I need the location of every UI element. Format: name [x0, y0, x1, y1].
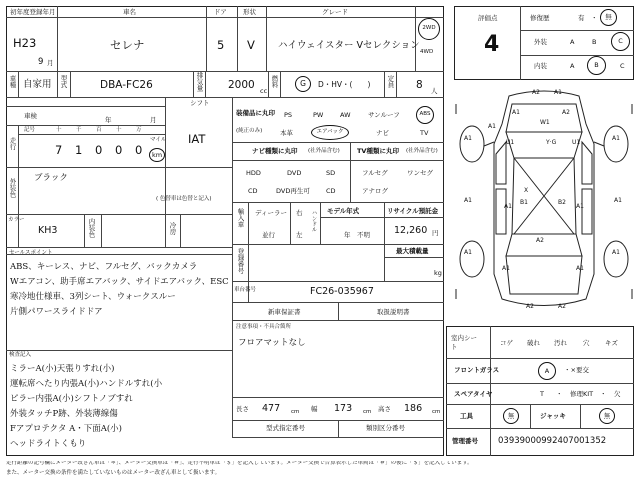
fuel-g-selected: G: [295, 76, 311, 92]
navi-sd: SD: [326, 169, 336, 177]
shift-value: IAT: [188, 132, 206, 146]
damage-mark: A1: [464, 249, 472, 256]
fuel-options: D・HV・( ): [318, 80, 371, 89]
interior-grade-label: 内装: [534, 62, 547, 70]
model-value: DBA-FC26: [100, 79, 153, 91]
shaken-year-unit: 年: [105, 116, 112, 124]
recycle-label: リサイクル預託金: [387, 207, 439, 215]
import-label: 輸入車: [236, 208, 245, 228]
reg-month-unit: 月: [47, 59, 54, 67]
repair-option-yes: 有: [578, 14, 585, 22]
car-name-value: セレナ: [110, 38, 145, 52]
width-unit: cm: [363, 409, 372, 415]
equip-navi: ナビ: [376, 129, 389, 137]
equip-tv: TV: [420, 129, 429, 137]
front-glass-label: フロントガラス: [454, 366, 500, 374]
door-value: 5: [217, 38, 225, 52]
damage-mark: B1: [520, 199, 528, 206]
jack-none-selected: 無: [599, 408, 615, 424]
sales-line-4: 片側パワースライドドア: [10, 307, 103, 317]
model-cert-label: 型式指定番号: [266, 424, 305, 432]
length-unit: cm: [291, 409, 300, 415]
damage-mark: W1: [540, 119, 550, 126]
sales-line-3: 寒冷地仕様車、3列シート、ウォークスルー: [10, 292, 176, 302]
inspector-line-5: Fアプロテクタ A・下面A(小): [10, 424, 122, 434]
exterior-grade-label: 外装: [534, 38, 547, 46]
shaken-month-unit: 月: [150, 116, 157, 124]
color-code-label: カラー: [8, 217, 25, 223]
car-damage-map: [454, 84, 634, 320]
exterior-color-value: ブラック: [34, 173, 68, 183]
car-outline-diagram: [454, 84, 634, 320]
import-dealer: ディーラー: [255, 209, 287, 217]
grade-value: ハイウェイスター Vセレクション: [278, 40, 420, 51]
equip-leather: 本革: [280, 129, 293, 137]
score-label: 評価点: [478, 14, 498, 22]
sales-line-2: Wエアコン、助手席エアバック、サイドエアバック、ESC: [10, 277, 229, 287]
digit-header: 百: [96, 127, 102, 133]
sales-point-label: セールスポイント: [9, 250, 53, 256]
inspector-label: 検査記入: [9, 352, 32, 358]
equip-aw: AW: [340, 111, 351, 119]
seat-scratch: キズ: [605, 339, 618, 347]
equip-ps: PS: [284, 111, 293, 119]
front-glass-a-selected: A: [538, 362, 556, 380]
interior-color-label: 内装色: [87, 218, 96, 238]
capacity-label: 定員: [386, 75, 395, 88]
equip-sunroof: サンルーフ: [368, 111, 400, 119]
mileage-digit: 0: [95, 143, 103, 157]
digit-header: 万: [136, 127, 142, 133]
equipment-label: 装備品に丸印: [236, 109, 275, 117]
navi-type-label: ナビ種類に丸印: [252, 147, 298, 155]
tools-label: 工具: [460, 412, 473, 420]
max-load-label: 最大積載量: [396, 247, 429, 255]
height-label: 高さ: [378, 405, 391, 413]
navi-dvd: DVD: [287, 169, 302, 177]
damage-mark: U1: [572, 139, 581, 146]
navi-hdd: HDD: [246, 169, 261, 177]
spare-tire-label: スペアタイヤ: [454, 390, 493, 398]
inspector-line-4: 外装タッチP跡、外装薄線傷: [10, 409, 118, 419]
mile-option: マイル: [150, 137, 167, 143]
width-label: 幅: [311, 405, 318, 413]
shape-value: V: [247, 38, 255, 52]
seat-label: 室内シート: [451, 334, 477, 352]
damage-mark: A1: [554, 89, 562, 96]
seat-hole: 穴: [583, 339, 590, 347]
new-car-warranty-label: 新車保証書: [268, 308, 301, 316]
capacity-value: 8: [416, 79, 423, 91]
displacement-label: 排気量: [195, 72, 204, 92]
mileage-digit: 7: [55, 143, 63, 157]
damage-mark: A2: [562, 109, 570, 116]
seat-stain: 汚れ: [554, 339, 567, 347]
digit-header: 記号: [24, 127, 36, 133]
shift-label: シフト: [190, 99, 210, 107]
grade-label: グレード: [322, 8, 348, 16]
mgmt-number-value: 03939000992407001352: [498, 436, 607, 446]
jack-label: ジャッキ: [540, 412, 566, 420]
cooler-label: 冷房: [168, 222, 177, 235]
damage-mark: A1: [464, 197, 472, 204]
import-left: 左: [296, 231, 303, 239]
mgmt-number-label: 管理番号: [452, 437, 478, 445]
digit-header: 十: [56, 127, 62, 133]
mileage-label: 走行: [8, 137, 17, 150]
tv-type-sub: (社外品含む): [406, 148, 438, 154]
damage-mark: A1: [512, 109, 520, 116]
inspector-line-1: ミラーA(小)天張りすれ(小): [10, 364, 115, 374]
import-right: 右: [296, 209, 303, 217]
interior-grade-c: C: [620, 62, 625, 70]
use-value: 自家用: [23, 79, 52, 90]
inspector-line-3: ピラー内張A(小)シフトノブすれ: [10, 394, 133, 404]
damage-mark: A1: [488, 123, 496, 130]
damage-mark: A1: [464, 135, 472, 142]
notes-label: 注意事項・不具合箇所: [236, 324, 292, 330]
spare-kit: 修理KIT: [570, 390, 594, 398]
front-glass-note: ・×要交: [564, 366, 589, 374]
damage-mark: A1: [612, 249, 620, 256]
tv-oneseg: ワンセグ: [407, 169, 433, 177]
damage-mark: A1: [576, 203, 584, 210]
class-number-label: 類別区分番号: [366, 424, 405, 432]
equip-abs-selected: ABS: [416, 106, 434, 124]
recycle-value: 12,260: [394, 225, 428, 236]
interior-grade-b-selected: B: [587, 56, 606, 75]
seat-tear: 破れ: [527, 339, 540, 347]
navi-type-sub: (社外品含む): [308, 148, 340, 154]
import-parallel: 並行: [262, 231, 275, 239]
damage-mark: A1: [612, 135, 620, 142]
damage-mark: A2: [558, 303, 566, 310]
reg-date-value: H23: [13, 36, 37, 50]
chassis-label: 車台番号: [234, 287, 257, 293]
recycle-unit: 円: [432, 229, 439, 237]
car-type-label: 車種: [8, 75, 17, 88]
tv-fullseg: フルセグ: [362, 169, 388, 177]
chassis-value: FC26-035967: [310, 286, 374, 297]
exterior-grade-a: A: [570, 38, 575, 46]
footer-note-2: また、メーター交換の条件を満たしていないものはメーター改ざん車として扱います。: [6, 470, 221, 476]
seat-burn: コゲ: [500, 339, 513, 347]
exterior-grade-b: B: [592, 38, 597, 46]
damage-mark: X: [524, 187, 529, 194]
drive-4wd-option: 4WD: [420, 49, 434, 55]
navi-dvd-playback: DVD再生可: [276, 187, 310, 195]
color-change-note: ( 色替車は色替と記入): [156, 196, 212, 202]
drive-2wd-selected: 2WD: [418, 18, 440, 40]
width-value: 173: [334, 403, 353, 414]
color-code-value: KH3: [38, 225, 58, 236]
mileage-digit: 0: [115, 143, 123, 157]
footer-note-1: 走行距離の記号欄にメーター改ざん車は「＊」、メーター交換車は「＃」、走行不明車は「＄」を記入しています。メーター交換で合算表示した車両は「＃」の後に「＄」を記入しています。: [6, 461, 473, 466]
equipment-sub-label: (純正のみ): [236, 128, 263, 134]
repair-separator: ・: [591, 14, 598, 22]
height-unit: cm: [432, 409, 441, 415]
repair-option-no-selected: 無: [600, 9, 617, 26]
mileage-digit: 1: [75, 143, 83, 157]
tv-type-label: TV種類に丸印: [357, 147, 399, 155]
reg-month-value: 9: [38, 57, 44, 67]
spare-sep-2: ・: [600, 390, 607, 398]
tv-analog: アナログ: [362, 187, 388, 195]
damage-mark: A1: [504, 203, 512, 210]
interior-grade-a: A: [570, 62, 575, 70]
max-load-unit: kg: [434, 269, 442, 277]
length-label: 長さ: [236, 405, 249, 413]
exterior-grade-c-selected: C: [611, 32, 630, 51]
equip-airbag-selected: エアバック: [311, 125, 349, 140]
model-year-value: 年 不明: [344, 231, 370, 239]
capacity-unit: 人: [431, 87, 438, 95]
km-selected: km: [149, 148, 165, 162]
shape-label: 形状: [243, 8, 256, 16]
damage-mark: A2: [536, 237, 544, 244]
damage-mark: A2: [532, 89, 540, 96]
spare-missing: 欠: [614, 390, 621, 398]
damage-mark: U1: [506, 139, 515, 146]
model-year-label: モデル年式: [327, 207, 360, 215]
damage-mark: A1: [502, 265, 510, 272]
height-value: 186: [404, 403, 423, 414]
damage-mark: A2: [526, 303, 534, 310]
navi-cd-2: CD: [326, 187, 336, 195]
damage-mark: A1: [614, 197, 622, 204]
car-center-note: Y·G: [546, 139, 557, 146]
inspector-line-2: 運転席へたり内張A(小)ハンドルすれ(小: [10, 379, 163, 389]
inspector-line-6: ヘッドライトくもり: [10, 439, 87, 449]
tools-none-selected: 無: [503, 408, 519, 424]
door-label: ドア: [214, 8, 227, 16]
damage-mark: B2: [558, 199, 566, 206]
registration-number-label: 登録番号: [236, 248, 245, 274]
equip-pw: PW: [313, 111, 324, 119]
shaken-label: 車検: [24, 112, 37, 120]
spare-t: T: [540, 390, 544, 398]
score-value: 4: [484, 32, 500, 57]
notes-value: フロアマットなし: [238, 338, 306, 348]
displacement-value: 2000: [228, 79, 255, 91]
import-handle: ハンドル: [310, 210, 317, 232]
displacement-unit: cc: [260, 87, 268, 95]
length-value: 477: [262, 403, 281, 414]
damage-mark: A1: [576, 265, 584, 272]
navi-cd: CD: [248, 187, 258, 195]
manual-label: 取扱説明書: [377, 308, 410, 316]
digit-header: 千: [76, 127, 82, 133]
spare-sep-1: ・: [556, 390, 563, 398]
car-name-label: 車名: [123, 8, 136, 16]
fuel-label: 燃料: [270, 75, 279, 88]
repair-history-label: 修復歴: [530, 14, 550, 22]
digit-header: 十: [116, 127, 122, 133]
model-label: 型式: [59, 75, 68, 88]
reg-date-label: 初年度登録年月: [10, 8, 56, 16]
exterior-color-label: 外装色: [8, 178, 17, 198]
sales-line-1: ABS、キーレス、ナビ、フルセグ、バックカメラ: [10, 262, 198, 272]
mileage-digit: 0: [135, 143, 143, 157]
